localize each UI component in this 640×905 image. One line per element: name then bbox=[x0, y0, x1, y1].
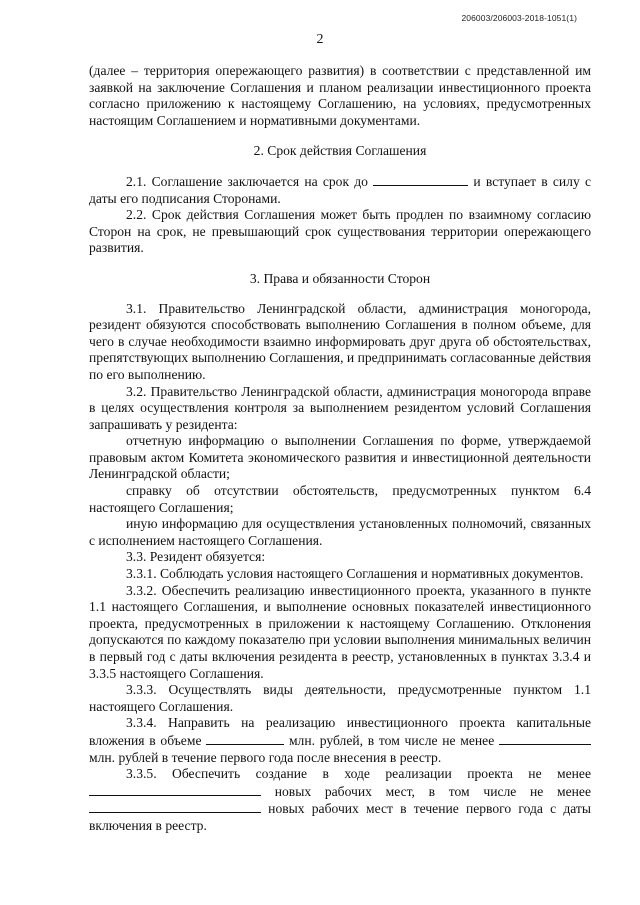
first-year-investment-blank bbox=[499, 732, 591, 745]
clause-3-3-3: 3.3.3. Осуществлять виды деятельности, предусмотренные пунктом 1.1 настоящего Соглашения. bbox=[89, 682, 591, 714]
clause-3-2-item-2: справку об отсутствии обстоятельств, предусмотренных пунктом 6.4 настоящего Соглашения; bbox=[89, 483, 591, 515]
clause-3-2-item-3: иную информацию для осуществления установленных полномочий, связанных с исполнением настоящего Соглашения. bbox=[89, 516, 591, 548]
document-id: 206003/206003-2018-1051(1) bbox=[461, 13, 577, 23]
clause-3-3-5-text-a: 3.3.5. Обеспечить создание в ходе реализации проекта не менее bbox=[126, 766, 591, 782]
clause-3-2: 3.2. Правительство Ленинградской области, администрация моногорода вправе в целях осуществления контроля за выполнением резидентом условий Соглашения запрашивать у резидента: bbox=[89, 383, 591, 432]
clause-3-3-1: 3.3.1. Соблюдать условия настоящего Соглашения и нормативных документов. bbox=[126, 566, 584, 582]
clause-3-1: 3.1. Правительство Ленинградской области, администрация моногорода, резидент обязуются способствовать выполнению Соглашения в полном объеме, для чего в случае необходимости взаимно информировать друг друга об обстоятельствах, препятствующих выполнению Соглашения, и предпринимать согласованные действия по его выполнению. bbox=[89, 300, 591, 382]
clause-3-3: 3.3. Резидент обязуется: bbox=[126, 549, 266, 565]
clause-3-3-2: 3.3.2. Обеспечить реализацию инвестиционного проекта, указанного в пункте 1.1 настоящего Соглашения, и выполнение основных показателей инвестиционного проекта, предусмотренных в приложении к настоящему Соглашению. Отклонения допускаются по каждому показателю при условии выполнения минимальных величин в первый год с даты включения резидента в реестр, установленных в пунктах 3.3.4 и 3.3.5 настоящего Соглашения. bbox=[89, 582, 591, 681]
document-body bbox=[89, 63, 591, 835]
jobs-total-blank bbox=[89, 783, 261, 796]
clause-2-1 bbox=[89, 173, 591, 207]
clause-3-3-5-text-c: новых рабочих мест в течение первого года с даты включения в реестр. bbox=[89, 801, 591, 833]
term-blank bbox=[373, 173, 468, 186]
investment-amount-blank bbox=[206, 732, 284, 745]
clause-2-1-text-b: и вступает в силу с даты его подписания Сторонами. bbox=[89, 173, 591, 206]
section-2-heading: 2. Срок действия Соглашения bbox=[253, 143, 427, 159]
page-number: 2 bbox=[316, 32, 324, 47]
jobs-first-year-blank bbox=[89, 800, 261, 813]
clause-3-2-item-1: отчетную информацию о выполнении Соглашения по форме, утверждаемой правовым актом Комитета экономического развития и инвестиционной деятельности Ленинградской области; bbox=[89, 433, 591, 482]
clause-2-1-text-a: 2.1. Соглашение заключается на срок до bbox=[126, 173, 368, 189]
clause-2-2: 2.2. Срок действия Соглашения может быть продлен по взаимному согласию Сторон на срок, не превышающий срок существования территории опережающего развития. bbox=[89, 207, 591, 256]
clause-3-3-4-text-c: млн. рублей в течение первого года после внесения в реестр. bbox=[89, 749, 442, 765]
clause-3-3-5-text-b: новых рабочих мест, в том числе не менее bbox=[274, 783, 591, 799]
section-3-heading: 3. Права и обязанности Сторон bbox=[249, 270, 431, 286]
clause-3-3-4-text-a: 3.3.4. Направить на реализацию инвестиционного проекта капитальные вложения в объеме bbox=[89, 715, 591, 748]
clause-3-3-4-text-b: млн. рублей, в том числе не менее bbox=[288, 732, 495, 748]
clause-3-3-5 bbox=[89, 766, 591, 834]
intro-paragraph: (далее – территория опережающего развития) в соответствии с представленной им заявкой на заключение Соглашения и планом реализации инвестиционного проекта согласно приложению к настоящему Соглашению, на условиях, предусмотренных настоящим Соглашением и нормативными документами. bbox=[89, 63, 591, 128]
clause-3-3-4 bbox=[89, 715, 591, 766]
